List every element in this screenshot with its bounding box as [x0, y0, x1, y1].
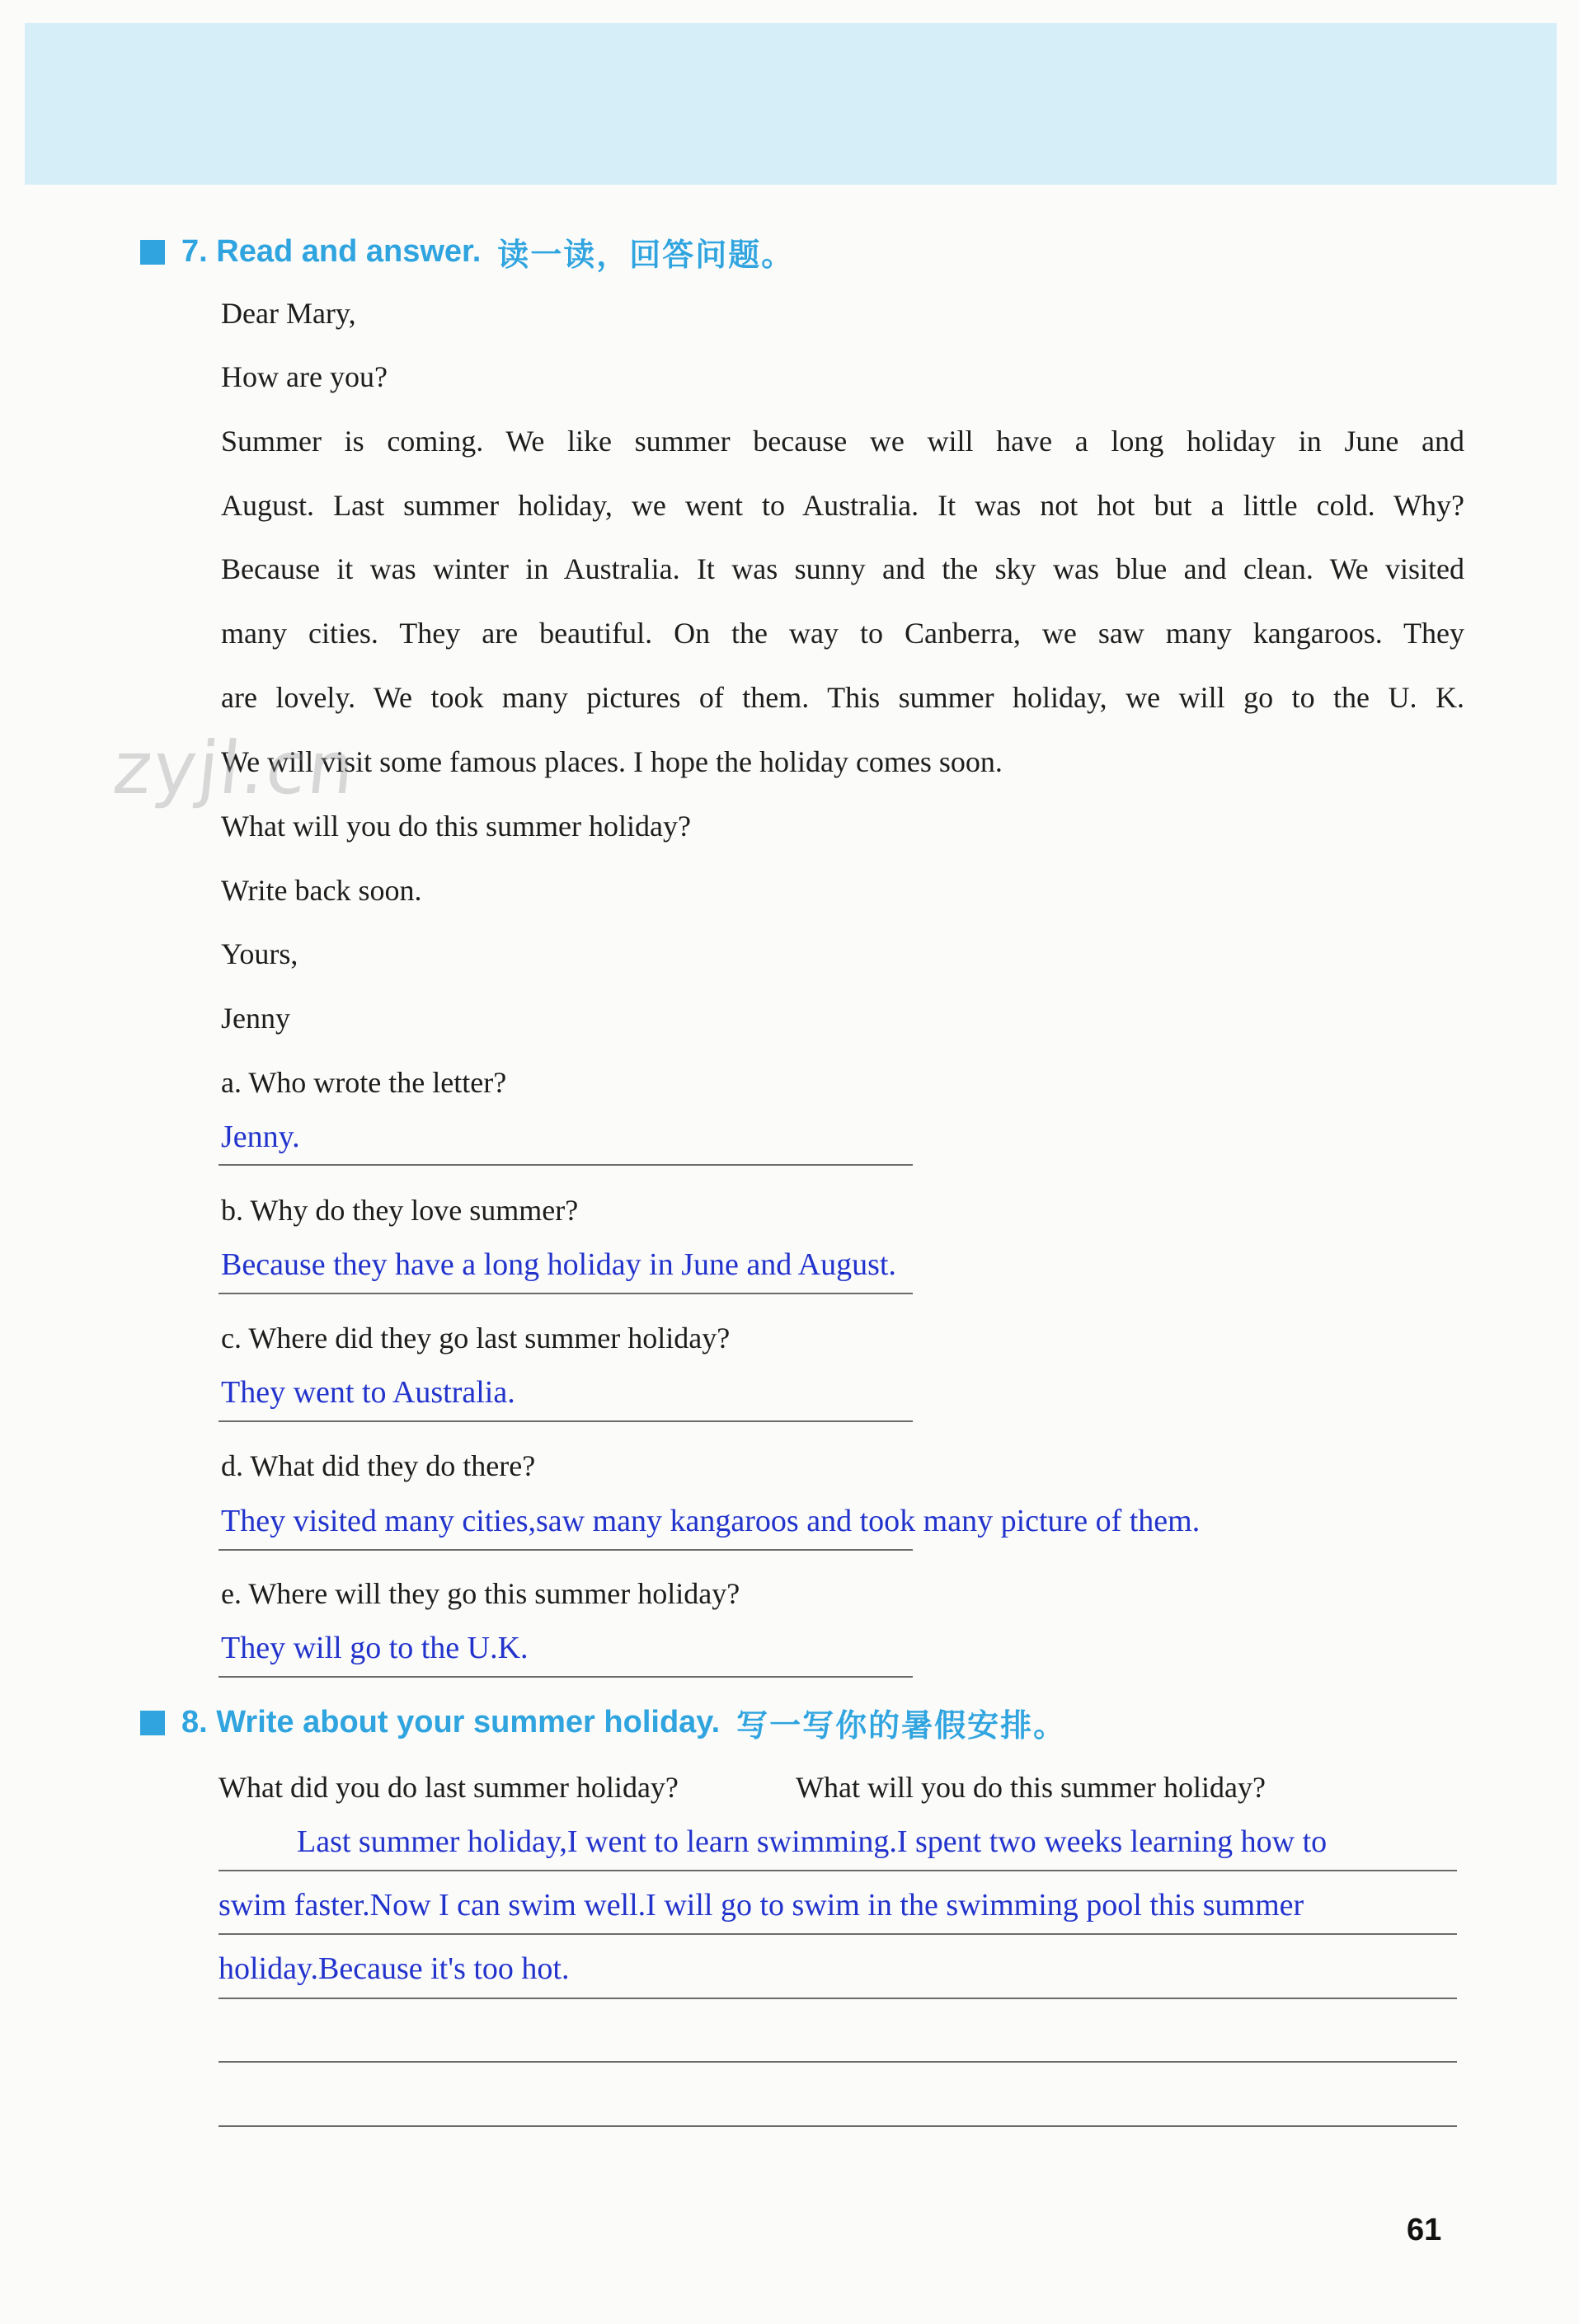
letter-write-back: Write back soon. — [221, 874, 422, 907]
question-d: d. What did they do there? — [221, 1449, 536, 1482]
writing-line-2 — [219, 1933, 1457, 1935]
answer-d: They visited many cities,saw many kangaroos and took many picture of them. — [221, 1504, 1201, 1538]
essay-line-3: holiday.Because it's too hot. — [219, 1951, 570, 1986]
letter-body-line-1: Summer is coming. We like summer because we will have a long holiday in June and — [221, 425, 1464, 458]
letter-body-line-2: August. Last summer holiday, we went to Australia. It was not hot but a little cold. Why? — [221, 489, 1464, 522]
letter-body-line-4: many cities. They are beautiful. On the way to Canberra, we saw many kangaroos. They — [221, 617, 1464, 650]
letter-salutation: Dear Mary, — [221, 297, 356, 330]
section-8-title: 8. Write about your summer holiday. — [181, 1705, 721, 1739]
answer-b: Because they have a long holiday in June and August. — [221, 1247, 896, 1282]
letter-question: What will you do this summer holiday? — [221, 810, 691, 843]
question-b: b. Why do they love summer? — [221, 1194, 579, 1227]
answer-c: They went to Australia. — [221, 1375, 515, 1410]
writing-line-3 — [219, 1998, 1457, 1999]
letter-signature: Jenny — [221, 1002, 290, 1035]
letter-body-line-3: Because it was winter in Australia. It was sunny and the sky was blue and clean. We visited — [221, 552, 1464, 585]
writing-line-5 — [219, 2125, 1457, 2127]
section-8-prompt-2: What will you do this summer holiday? — [796, 1771, 1266, 1804]
section-8-prompt-1: What did you do last summer holiday? — [219, 1771, 679, 1804]
page-number: 61 — [1407, 2213, 1442, 2247]
writing-line-4 — [219, 2061, 1457, 2063]
essay-line-1: Last summer holiday,I went to learn swimming.I spent two weeks learning how to — [297, 1824, 1328, 1859]
answer-e: They will go to the U.K. — [221, 1631, 529, 1665]
writing-line-1 — [219, 1870, 1457, 1871]
essay-line-2: swim faster.Now I can swim well.I will go to swim in the swimming pool this summer — [219, 1888, 1304, 1923]
section-8-heading — [140, 1700, 1066, 1745]
band-scallop-edge — [25, 171, 1557, 196]
section-7-title-cn: 读一读，回答问题。 — [497, 236, 795, 273]
answer-line-c — [219, 1420, 913, 1422]
question-e: e. Where will they go this summer holiday? — [221, 1577, 740, 1610]
question-c: c. Where did they go last summer holiday? — [221, 1322, 731, 1354]
question-a: a. Who wrote the letter? — [221, 1066, 507, 1099]
top-decorative-band — [25, 23, 1557, 185]
square-bullet-icon — [140, 1711, 165, 1735]
letter-body-line-5: are lovely. We took many pictures of them. This summer holiday, we will go to the U. K. — [221, 681, 1464, 714]
answer-line-d — [219, 1549, 913, 1551]
letter-closing: Yours, — [221, 937, 298, 970]
answer-line-a — [219, 1164, 913, 1166]
square-bullet-icon — [140, 240, 165, 265]
letter-greeting: How are you? — [221, 360, 388, 393]
answer-line-b — [219, 1293, 913, 1294]
letter-body-line-6: We will visit some famous places. I hope the holiday comes soon. — [221, 745, 1003, 778]
answer-line-e — [219, 1676, 913, 1678]
watermark: zyjl.cn — [109, 725, 360, 810]
section-8-title-cn: 写一写你的暑假安排。 — [736, 1707, 1067, 1744]
answer-a: Jenny. — [221, 1120, 300, 1154]
section-7-title: 7. Read and answer. — [181, 234, 482, 269]
section-7-heading — [140, 229, 794, 275]
